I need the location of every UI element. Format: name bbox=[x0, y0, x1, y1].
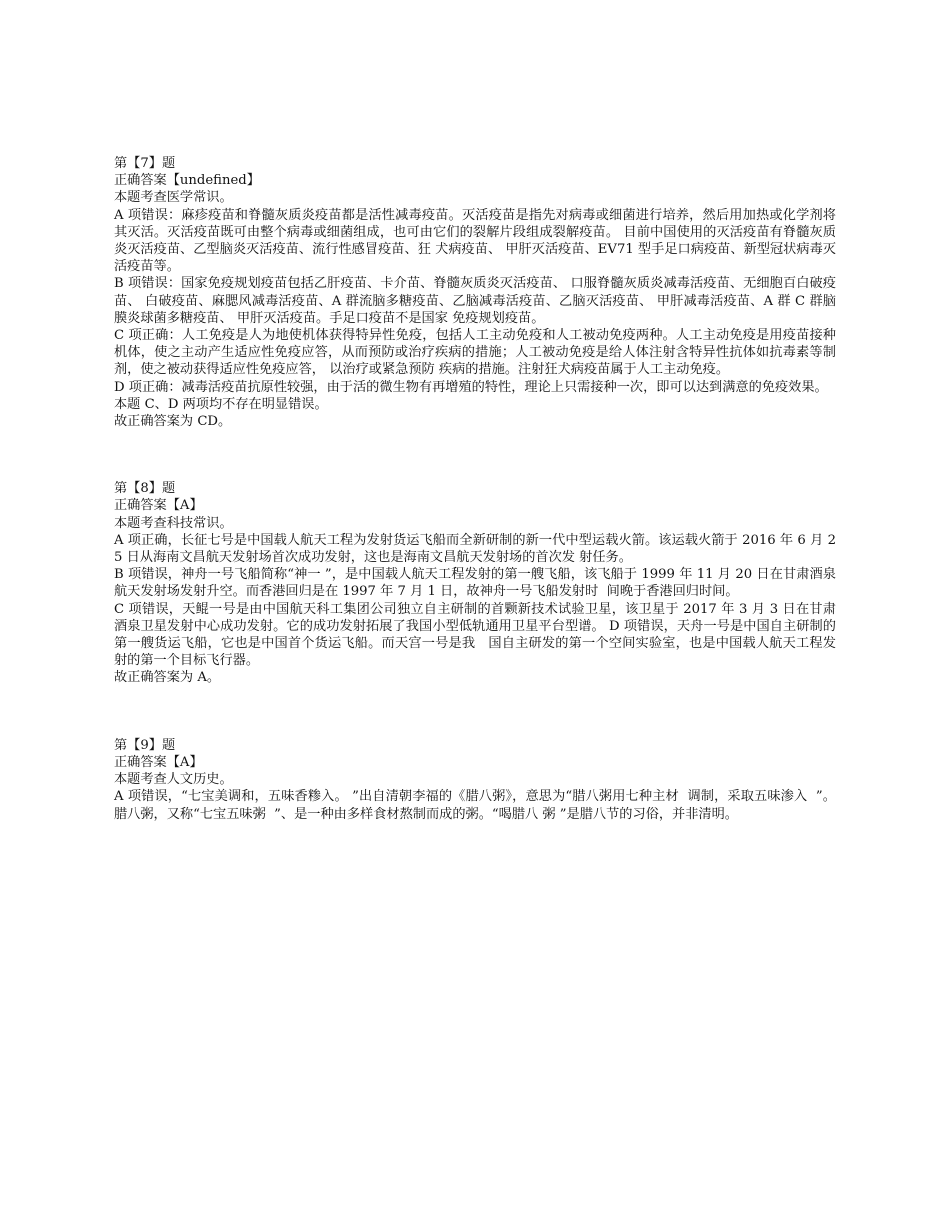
option-c-d-explanation: C 项错误，天鲲一号是由中国航天科工集团公司独立自主研制的首颗新技术试验卫星，该卫星于 2017 年 3 月 3 日在甘肃酒泉卫星发射中心成功发射。它的成功发射拓展了我国小型低轨通用卫星平台型谱。 D 项错误，天舟一号是中国自主研制的第一艘货运飞船，它也是中国首个货运飞船。而天宫一号是我 国自主研发的第一个空间实验室，也是中国载人航天工程发射的第一个目标飞行器。 bbox=[114, 601, 836, 669]
option-c-explanation: C 项正确：人工免疫是人为地使机体获得特异性免疫，包括人工主动免疫和人工被动免疫两种。人工主动免疫是用疫苗接种机体，使之主动产生适应性免疫应答，从而预防或治疗疾病的措施；人工被动免疫是给人体注射含特异性抗体如抗毒素等制剂，使之被动获得适应性免疫应答， 以治疗或紧急预防 疾病的措施。注射狂犬病疫苗属于人工主动免疫。 bbox=[114, 328, 836, 378]
question-number: 第【7】题 bbox=[114, 156, 176, 171]
option-a-explanation: A 项错误：麻疹疫苗和脊髓灰质炎疫苗都是活性减毒疫苗。灭活疫苗是指先对病毒或细菌进行培养，然后用加热或化学剂将其灭活。灭活疫苗既可由整个病毒或细菌组成，也可由它们的裂解片段组成裂解疫苗。 目前中国使用的灭活疫苗有脊髓灰质炎灭活疫苗、乙型脑炎灭活疫苗、流行性感冒疫苗、狂 犬病疫苗、 甲肝灭活疫苗、EV71 型手足口病疫苗、新型冠状病毒灭活疫苗等。 bbox=[114, 207, 836, 275]
final-answer: 故正确答案为 CD。 bbox=[114, 414, 232, 430]
question-9 bbox=[114, 737, 836, 823]
final-answer: 故正确答案为 A。 bbox=[114, 670, 221, 686]
question-number: 第【9】题 bbox=[114, 737, 176, 753]
correct-answer: 正确答案【undefined】 bbox=[114, 173, 260, 189]
summary-line: 本题 C、D 两项均不存在明显错误。 bbox=[114, 396, 328, 412]
correct-answer: 正确答案【A】 bbox=[114, 754, 203, 770]
option-b-explanation: B 项错误：国家免疫规划疫苗包括乙肝疫苗、卡介苗、脊髓灰质炎灭活疫苗、 口服脊髓灰质炎减毒活疫苗、无细胞百白破疫苗、 白破疫苗、麻腮风减毒活疫苗、A 群流脑多糖疫苗、乙脑减毒活疫苗、乙脑灭活疫苗、 甲肝减毒活疫苗、A 群 C 群脑膜炎球菌多糖疫苗、 甲肝灭活疫苗。手足口疫苗不是国家 免疫规划疫苗。 bbox=[114, 276, 836, 326]
topic-line: 本题考查人文历史。 bbox=[114, 772, 233, 788]
correct-answer: 正确答案【A】 bbox=[114, 498, 203, 514]
option-b-explanation: B 项错误，神舟一号飞船简称“神一 ”，是中国载人航天工程发射的第一艘飞船，该飞船于 1999 年 11 月 20 日在甘肃酒泉航天发射场发射升空。而香港回归是在 1997 年 7 月 1 日，故神舟一号飞船发射时 间晚于香港回归时间。 bbox=[114, 567, 836, 600]
document-page bbox=[114, 155, 836, 823]
question-7 bbox=[114, 155, 836, 430]
option-d-explanation: D 项正确：减毒活疫苗抗原性较强，由于活的微生物有再增殖的特性，理论上只需接种一次，即可以达到满意的免疫效果。 bbox=[114, 379, 828, 395]
question-8 bbox=[114, 480, 836, 686]
option-a-explanation: A 项错误，“七宝美调和，五味香糁入。 ”出自清朝李福的《腊八粥》，意思为“腊八粥用七种主材 调制，采取五味渗入 ”。腊八粥，又称“七宝五味粥 ”、是一种由多样食材熬制而成的粥。“喝腊八 粥 ”是腊八节的习俗，并非清明。 bbox=[114, 789, 836, 822]
topic-line: 本题考查医学常识。 bbox=[114, 190, 233, 206]
option-a-explanation: A 项正确，长征七号是中国载人航天工程为发射货运飞船而全新研制的新一代中型运载火箭。该运载火箭于 2016 年 6 月 25 日从海南文昌航天发射场首次成功发射，这也是海南文昌航天发射场的首次发 射任务。 bbox=[114, 532, 836, 566]
question-number: 第【8】题 bbox=[114, 481, 176, 497]
topic-line: 本题考查科技常识。 bbox=[114, 515, 233, 531]
